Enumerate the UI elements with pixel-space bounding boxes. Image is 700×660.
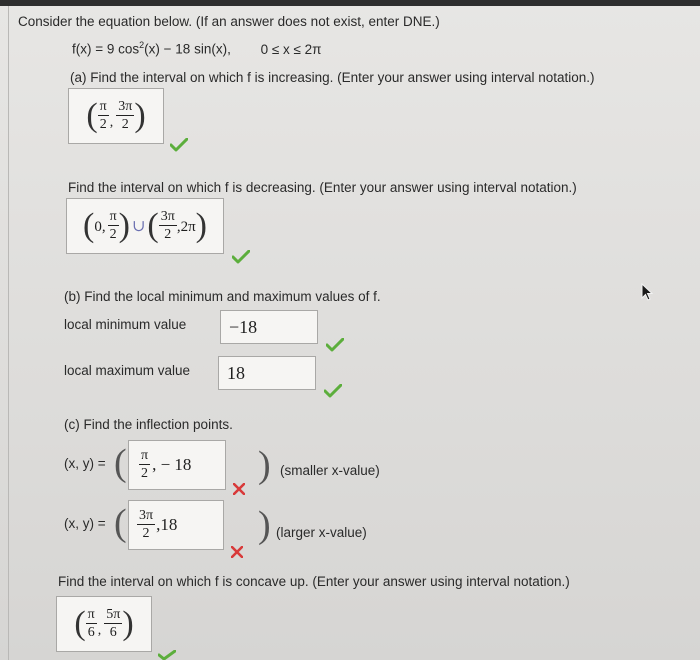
window-top-edge (0, 0, 700, 6)
local-min-label: local minimum value (64, 317, 187, 332)
question-decreasing: Find the interval on which f is decreasing. (Enter your answer using interval notation.) (68, 180, 577, 195)
question-concave-up: Find the interval on which f is concave up. (Enter your answer using interval notation.) (58, 574, 570, 589)
open-paren-1: ( (114, 442, 127, 484)
correct-check-icon (170, 138, 188, 152)
larger-x-note: (larger x-value) (276, 525, 367, 540)
inflection-point-2-input[interactable]: $\frac{3\pi}{2}$ ,18 (128, 500, 224, 550)
question-inflection: (c) Find the inflection points. (64, 417, 233, 432)
xy-label-2: (x, y) = (64, 516, 106, 531)
concave-up-answer-box[interactable]: ( $\frac{\pi}{6}$ , $\frac{5\pi}{6}$ ) (56, 596, 152, 652)
close-paren-1: ) (258, 444, 271, 486)
mouse-cursor-icon (640, 283, 654, 301)
close-paren-2: ) (258, 504, 271, 546)
decreasing-answer-box[interactable]: ( 0, $\frac{\pi}{2}$ ) ∪ ( $\frac{3\pi}{2}$ ,2π ) (66, 198, 224, 254)
problem-intro: Consider the equation below. (If an answer does not exist, enter DNE.) (18, 14, 440, 29)
domain: 0 ≤ x ≤ 2π (260, 41, 322, 57)
inflection-point-1-input[interactable]: $\frac{\pi}{2}$ , − 18 (128, 440, 226, 490)
correct-check-icon (158, 650, 176, 660)
local-max-label: local maximum value (64, 363, 191, 378)
incorrect-x-icon (231, 546, 243, 558)
local-max-input[interactable]: 18 (218, 356, 316, 390)
question-increasing: (a) Find the interval on which f is increasing. (Enter your answer using interval notation.) (70, 70, 595, 85)
incorrect-x-icon (233, 483, 245, 495)
correct-check-icon (232, 250, 250, 264)
open-paren-2: ( (114, 502, 127, 544)
correct-check-icon (324, 384, 342, 398)
xy-label-1: (x, y) = (64, 456, 106, 471)
smaller-x-note: (smaller x-value) (280, 463, 380, 478)
increasing-answer-box[interactable]: ( $\frac{\pi}{2}$ , $\frac{3\pi}{2}$ ) (68, 88, 164, 144)
equation: f(x) = 9 $\cos^2(x) - 18$ sin(x), 0 ≤ x ≤ 2π (72, 40, 322, 57)
local-min-input[interactable]: −18 (220, 310, 318, 344)
left-border (8, 6, 9, 660)
correct-check-icon (326, 338, 344, 352)
question-local-extrema: (b) Find the local minimum and maximum values of f. (64, 289, 381, 304)
